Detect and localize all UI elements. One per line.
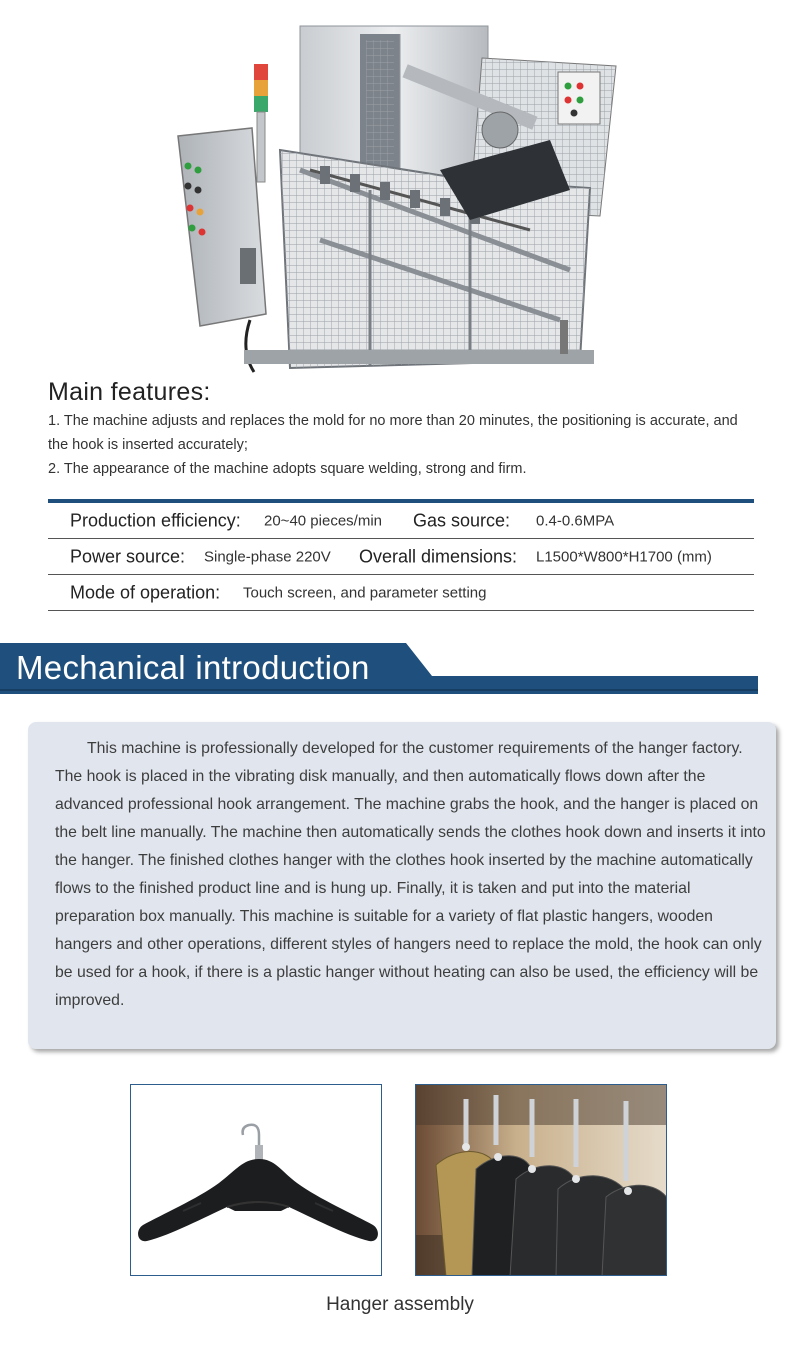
intro-text: This machine is professionally developed for the customer requirements of the hanger factory. The hook is placed in the vibrating disk manually, and then automatically flows down after the advanced professional hook arrangement. The machine grabs the hook, and the hanger is placed on the belt line manually. The machine then automatically sends the clothes hook down and inserts it into the hanger. The finished clothes hanger with the clothes hook inserted by the machine automatically flows to the finished product line and is hung up. Finally, it is taken and put into the material preparation box manually. This machine is suitable for a variety of flat plastic hangers, wooden hangers and other operations, different styles of hangers need to replace the mold, the hook can only be used for a hook, if there is a plastic hanger without heating can also be used, the efficiency will be improved.: [55, 740, 766, 1009]
hanger-assembly-photo: [415, 1084, 667, 1276]
spec-row: [48, 575, 754, 611]
overall-dimensions-label: Overall dimensions:: [359, 546, 518, 566]
spec-row: [48, 539, 754, 575]
gallery-caption: Hanger assembly: [326, 1294, 474, 1315]
hanger-product-image: [130, 1084, 382, 1276]
machine-photo: [170, 20, 630, 382]
spec-table: [48, 499, 754, 611]
section-title: Mechanical introduction: [16, 649, 370, 686]
mode-of-operation-value: Touch screen, and parameter setting: [243, 584, 487, 601]
gas-source-value: 0.4-0.6MPA: [536, 512, 615, 529]
spec-row: [48, 503, 754, 539]
production-efficiency-label: Production efficiency:: [70, 510, 241, 530]
feature-item: 1. The machine adjusts and replaces the mold for no more than 20 minutes, the positioning is accurate, and the hook is inserted accurately;: [48, 413, 738, 453]
production-efficiency-value: 20~40 pieces/min: [264, 512, 382, 529]
overall-dimensions-value: L1500*W800*H1700 (mm): [536, 548, 712, 565]
gas-source-label: Gas source:: [413, 510, 511, 530]
features-title: Main features:: [48, 378, 211, 406]
feature-item: 2. The appearance of the machine adopts square welding, strong and firm.: [48, 461, 527, 477]
power-source-value: Single-phase 220V: [204, 548, 331, 565]
features-list: [48, 409, 758, 481]
mode-of-operation-label: Mode of operation:: [70, 582, 221, 602]
power-source-label: Power source:: [70, 546, 186, 566]
